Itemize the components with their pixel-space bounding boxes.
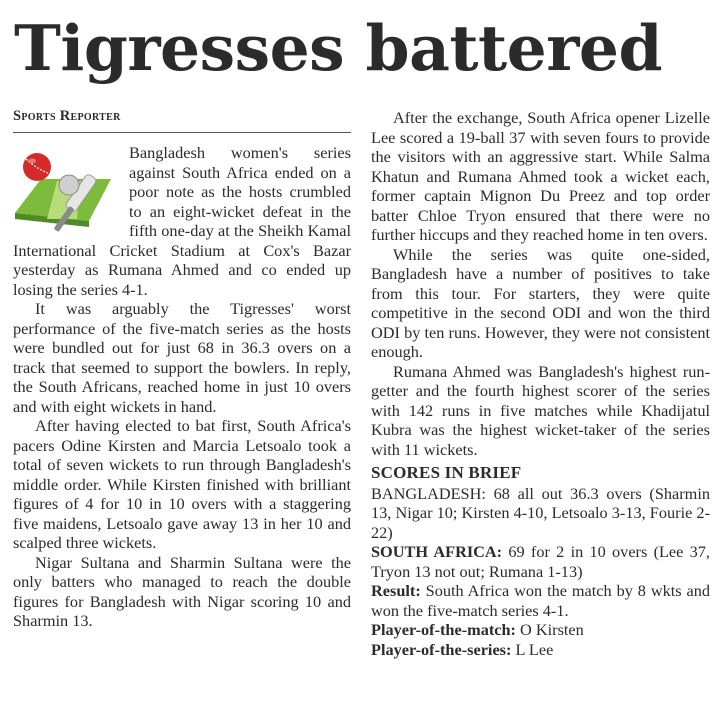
pots-value: L Lee: [511, 639, 554, 659]
pots-label: Player-of-the-series:: [371, 639, 512, 659]
result-label: Result:: [371, 581, 421, 600]
left-column: [13, 106, 351, 713]
byline: Sports Reporter: [13, 106, 351, 133]
article-paragraph: After having elected to bat first, South Africa's pacers Odine Kirsten and Marcia Letsoalo took a total of seven wickets to run through Bangladesh's middle order. While Kirsten finished with brilliant figures of 4 for 10 in 10 overs with a staggering five maidens, Letsoalo gave away 13 in her 10 and scalped three wickets.: [13, 416, 351, 552]
scores-in-brief: [371, 463, 710, 659]
article-paragraph: It was arguably the Tigresses' worst performance of the five-match series as the hosts were bundled out for just 68 in 36.3 overs on a track that seemed to support the bowlers. In reply, the South Africans, reached home in just 10 overs and with eight wickets in hand.: [13, 299, 351, 416]
article-paragraph: Bangladesh women's series against South Africa ended on a poor note as the hosts crumbled to an eight-wicket defeat in the fifth one-day at the Sheikh Kamal International Cricket Stadium at Cox's Bazar yesterday as Rumana Ahmed and co ended up losing the series 4-1.: [13, 143, 351, 299]
score-label: SOUTH AFRICA:: [371, 542, 503, 561]
headline: Tigresses battered: [14, 11, 663, 85]
article-paragraph: Nigar Sultana and Sharmin Sultana were the only batters who managed to reach the double figures for Bangladesh with Nigar scoring 10 and Sharmin 13.: [13, 552, 351, 630]
scores-title: SCORES IN BRIEF: [371, 463, 522, 482]
potm-label: Player-of-the-match:: [371, 620, 516, 639]
score-south-africa: [371, 542, 710, 581]
potm-value: O Kirsten: [515, 620, 584, 639]
article-paragraph: After the exchange, South Africa opener Lizelle Lee scored a 19-ball 37 with seven fours to provide the visitors with an aggressive start. While Salma Khatun and Rumana Ahmed took a wicket each, former captain Mignon Du Preez and top order batter Chloe Tryon ensured that there were no further hiccups and they reached home in ten overs.: [371, 108, 710, 244]
match-result: [371, 581, 710, 620]
cricket-ball-bat-icon: [13, 143, 121, 238]
result-value: South Africa won the match by 8 wkts and won the five-match series 4-1.: [371, 581, 710, 620]
player-of-the-match: [371, 620, 710, 640]
right-column: [371, 108, 710, 715]
score-bangladesh: BANGLADESH: 68 all out 36.3 overs (Sharmin 13, Nigar 10; Kirsten 4-10, Letsoalo 3-13, Fourie 2-22): [371, 483, 710, 542]
player-of-the-series: [371, 640, 710, 660]
article-paragraph: While the series was quite one-sided, Bangladesh have a number of positives to take from this tour. For starters, they were quite competitive in the second ODI and won the third ODI by ten runs. However, they were not consistent enough.: [371, 244, 710, 361]
article-paragraph: Rumana Ahmed was Bangladesh's highest run-getter and the fourth highest scorer of the series with 142 runs in five matches while Khadijatul Kubra was the highest wicket-taker of the series with 11 wickets.: [371, 361, 710, 459]
score-value: 69 for 2 in 10 overs (Lee 37, Tryon 13 not out; Rumana 1-13): [371, 542, 710, 581]
